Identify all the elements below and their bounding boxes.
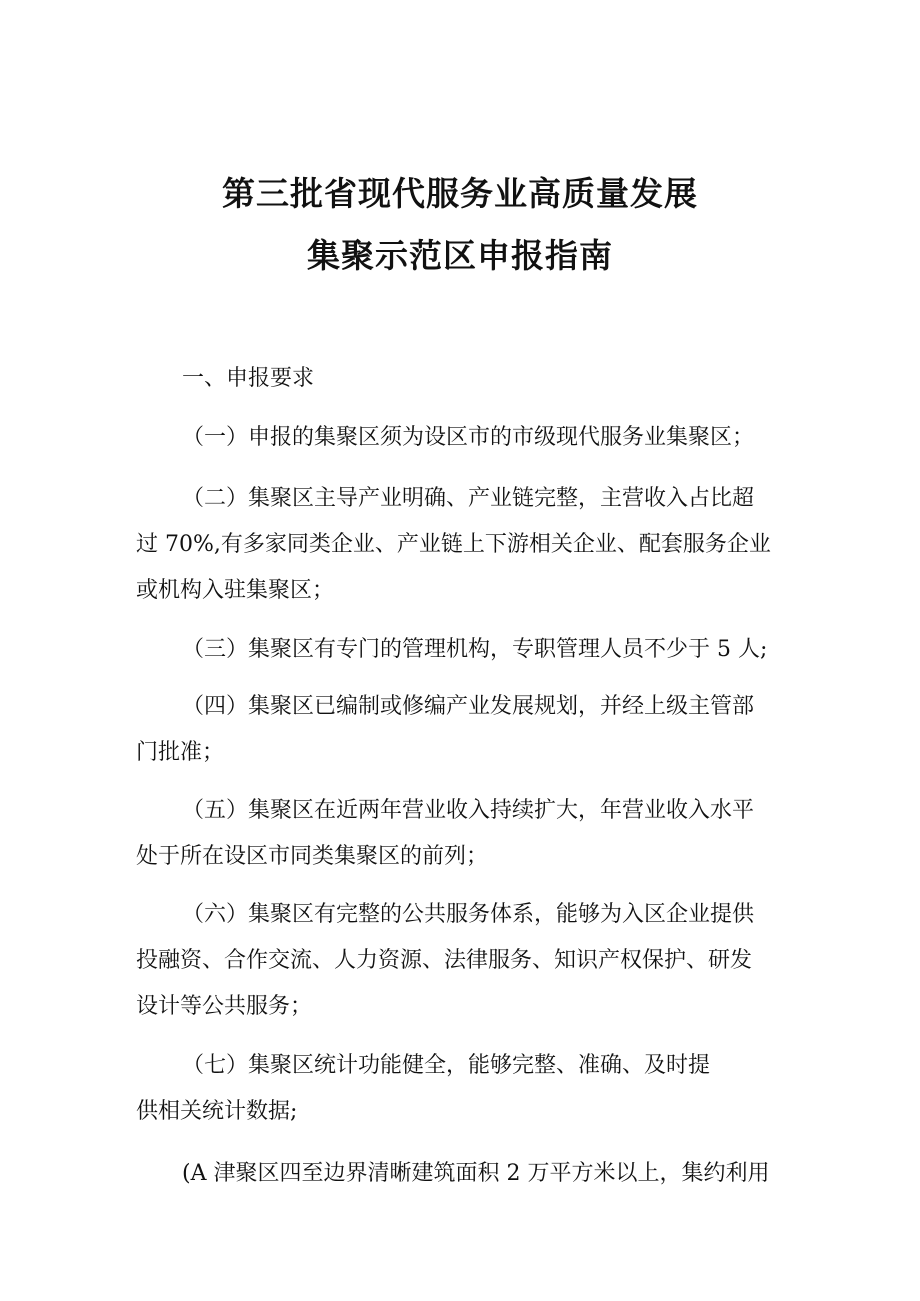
requirement-1-line-1: （一）申报的集聚区须为设区市的市级现代服务业集聚区； [182,425,755,450]
requirement-7-line-1: （七）集聚区统计功能健全，能够完整、准确、及时提 [182,1053,711,1078]
section-heading-requirements: 一、申报要求 [182,366,315,391]
document-title-line-1: 第三批省现代服务业高质量发展 [222,174,698,213]
requirement-8-line-1: (A 津聚区四至边界清晰建筑面积 2 万平方米以上，集约利用 [182,1161,770,1186]
requirement-6-line-1: （六）集聚区有完整的公共服务体系，能够为入区企业提供 [182,902,755,927]
requirement-4-line-1: （四）集聚区已编制或修编产业发展规划，并经上级主管部 [182,694,755,719]
requirement-7-line-2: 供相关统计数据; [136,1099,298,1124]
requirement-2-line-1: （二）集聚区主导产业明确、产业链完整，主营收入占比超 [182,486,755,511]
requirement-6-line-3: 设计等公共服务； [136,994,313,1019]
requirement-2-line-2: 过 70%,有多家同类企业、产业链上下游相关企业、配套服务企业 [136,532,771,557]
requirement-5-line-2: 处于所在设区市同类集聚区的前列； [136,844,489,869]
document-title-line-2: 集聚示范区申报指南 [307,236,613,275]
requirement-5-line-1: （五）集聚区在近两年营业收入持续扩大，年营业收入水平 [182,798,755,823]
requirement-6-line-2: 投融资、合作交流、人力资源、法律服务、知识产权保护、研发 [136,948,753,973]
requirement-4-line-2: 门批准； [136,740,225,765]
requirement-2-line-3: 或机构入驻集聚区； [136,578,335,603]
requirement-3-line-1: （三）集聚区有专门的管理机构，专职管理人员不少于 5 人; [182,637,768,662]
